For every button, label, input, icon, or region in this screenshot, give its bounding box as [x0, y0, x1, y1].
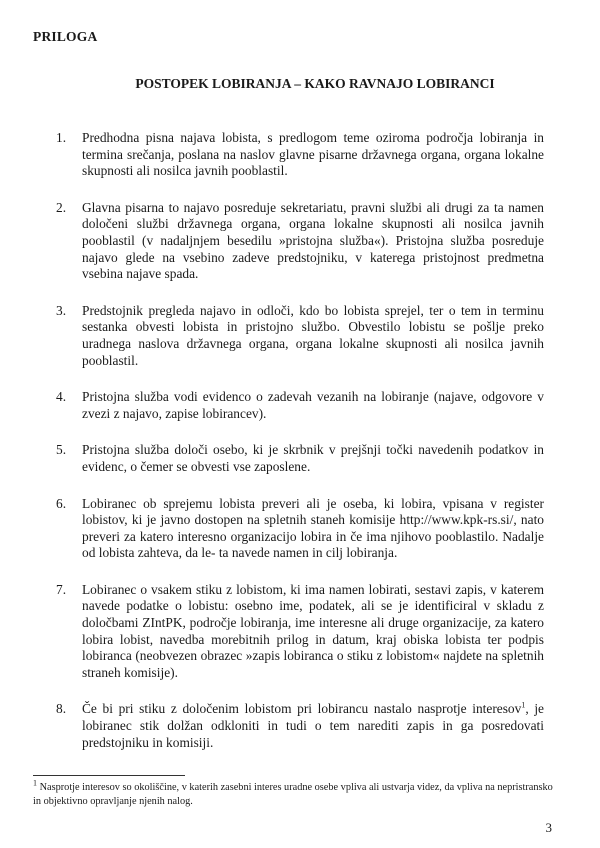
- item-number: 6.: [56, 495, 67, 511]
- list-item: [56, 582, 544, 682]
- list-item: [56, 200, 544, 283]
- item-number: 1.: [56, 130, 67, 145]
- item-number: 4.: [56, 389, 67, 405]
- list-item: [56, 303, 544, 369]
- item-text: Lobiranec ob sprejemu lobista preveri ali je oseba, ki lobira, vpisana v register lobistov, ki je javno dostopen na spletnih staneh komisije http://www.kpk-rs.si/, nato preveri za katero interesno organizacijo lobira in če ima njihovo pooblastilo. Nadalje od lobista zahteva, da le- ta navede namen in cilj lobiranja.: [82, 495, 544, 561]
- list-item: [56, 130, 544, 180]
- list-item: [56, 496, 544, 562]
- footnote-text: Nasprotje interesov so okoliščine, v katerih zasebni interes uradne osebe vpliva ali ustvarja videz, da vpliva na nepristransko in objektivno opravljanje njenih nalog.: [33, 782, 553, 807]
- document-title: POSTOPEK LOBIRANJA – KAKO RAVNAJO LOBIRANCI: [135, 76, 495, 91]
- footnote-marker: 1: [33, 778, 37, 788]
- item-number: 7.: [56, 581, 67, 597]
- item-text: Pristojna služba vodi evidenco o zadevah vezanih na lobiranje (najave, odgovore v zvezi z najavo, zapise lobirancev).: [82, 389, 544, 421]
- item-text: Predstojnik pregleda najavo in odloči, kdo bo lobista sprejel, ter o tem in terminu sestanka obvesti lobista in pristojno službo. Obvestilo lobistu se pošlje preko uradnega naslova državnega organa, organa lokalne skupnosti ali nosilca javnih pooblastil.: [82, 302, 544, 368]
- item-number: 8.: [56, 701, 67, 717]
- footnote: [33, 778, 563, 809]
- item-text: Lobiranec o vsakem stiku z lobistom, ki ima namen lobirati, sestavi zapis, v katerem navede podatke o lobistu: osebno ime, podatek, ali se je identificiral v skladu z določbami ZIntPK, področje lobiranja, ime interesne ali druge organizacije, za katero lobira lobist, navedba morebitnih prilog in datum, kraj obiska lobista ter podpis lobiranca (neobvezen obrazec »zapis lobiranca o stiku z lobistom« najdete na spletnih straneh komisije).: [82, 581, 544, 680]
- item-text-continued: , je lobiranec stik dolžan odkloniti in tudi o tem narediti zapis in ga posredovati predstojniku in komisiji.: [82, 701, 544, 750]
- footnote-divider: [33, 775, 185, 776]
- list-item: [56, 442, 544, 475]
- item-text: Pristojna služba določi osebo, ki je skrbnik v prejšnji točki navedenih podatkov in evidenc, o čemer se obvesti vse zaposlene.: [82, 442, 544, 474]
- document-label: PRILOGA: [33, 29, 98, 44]
- item-text: Predhodna pisna najava lobista, s predlogom teme oziroma področja lobiranja in termina srečanja, poslana na naslov glavne pisarne državnega organa, organa lokalne skupnosti ali nosilca javnih pooblastil.: [82, 130, 544, 179]
- item-number: 2.: [56, 199, 67, 215]
- item-text: Glavna pisarna to najavo posreduje sekretariatu, pravni službi ali drugi za ta namen določeni službi državnega organa, organa lokalne skupnosti ali nosilca javnih pooblastil (v nadaljnjem besedilu »pristojna služba«). Pristojna služba posreduje najavo glede na vsebino zadeve predstojniku, v katerega pristojnost predmetna vsebina najave spada.: [82, 199, 544, 282]
- list-item: [56, 701, 544, 751]
- item-number: 3.: [56, 302, 67, 318]
- procedure-list: [56, 130, 544, 751]
- footnote-ref: 1: [521, 700, 526, 710]
- page-number: 3: [545, 820, 552, 835]
- list-item: [56, 389, 544, 422]
- item-text: Če bi pri stiku z določenim lobistom pri lobirancu nastalo nasprotje interesov: [82, 701, 522, 717]
- item-number: 5.: [56, 442, 67, 458]
